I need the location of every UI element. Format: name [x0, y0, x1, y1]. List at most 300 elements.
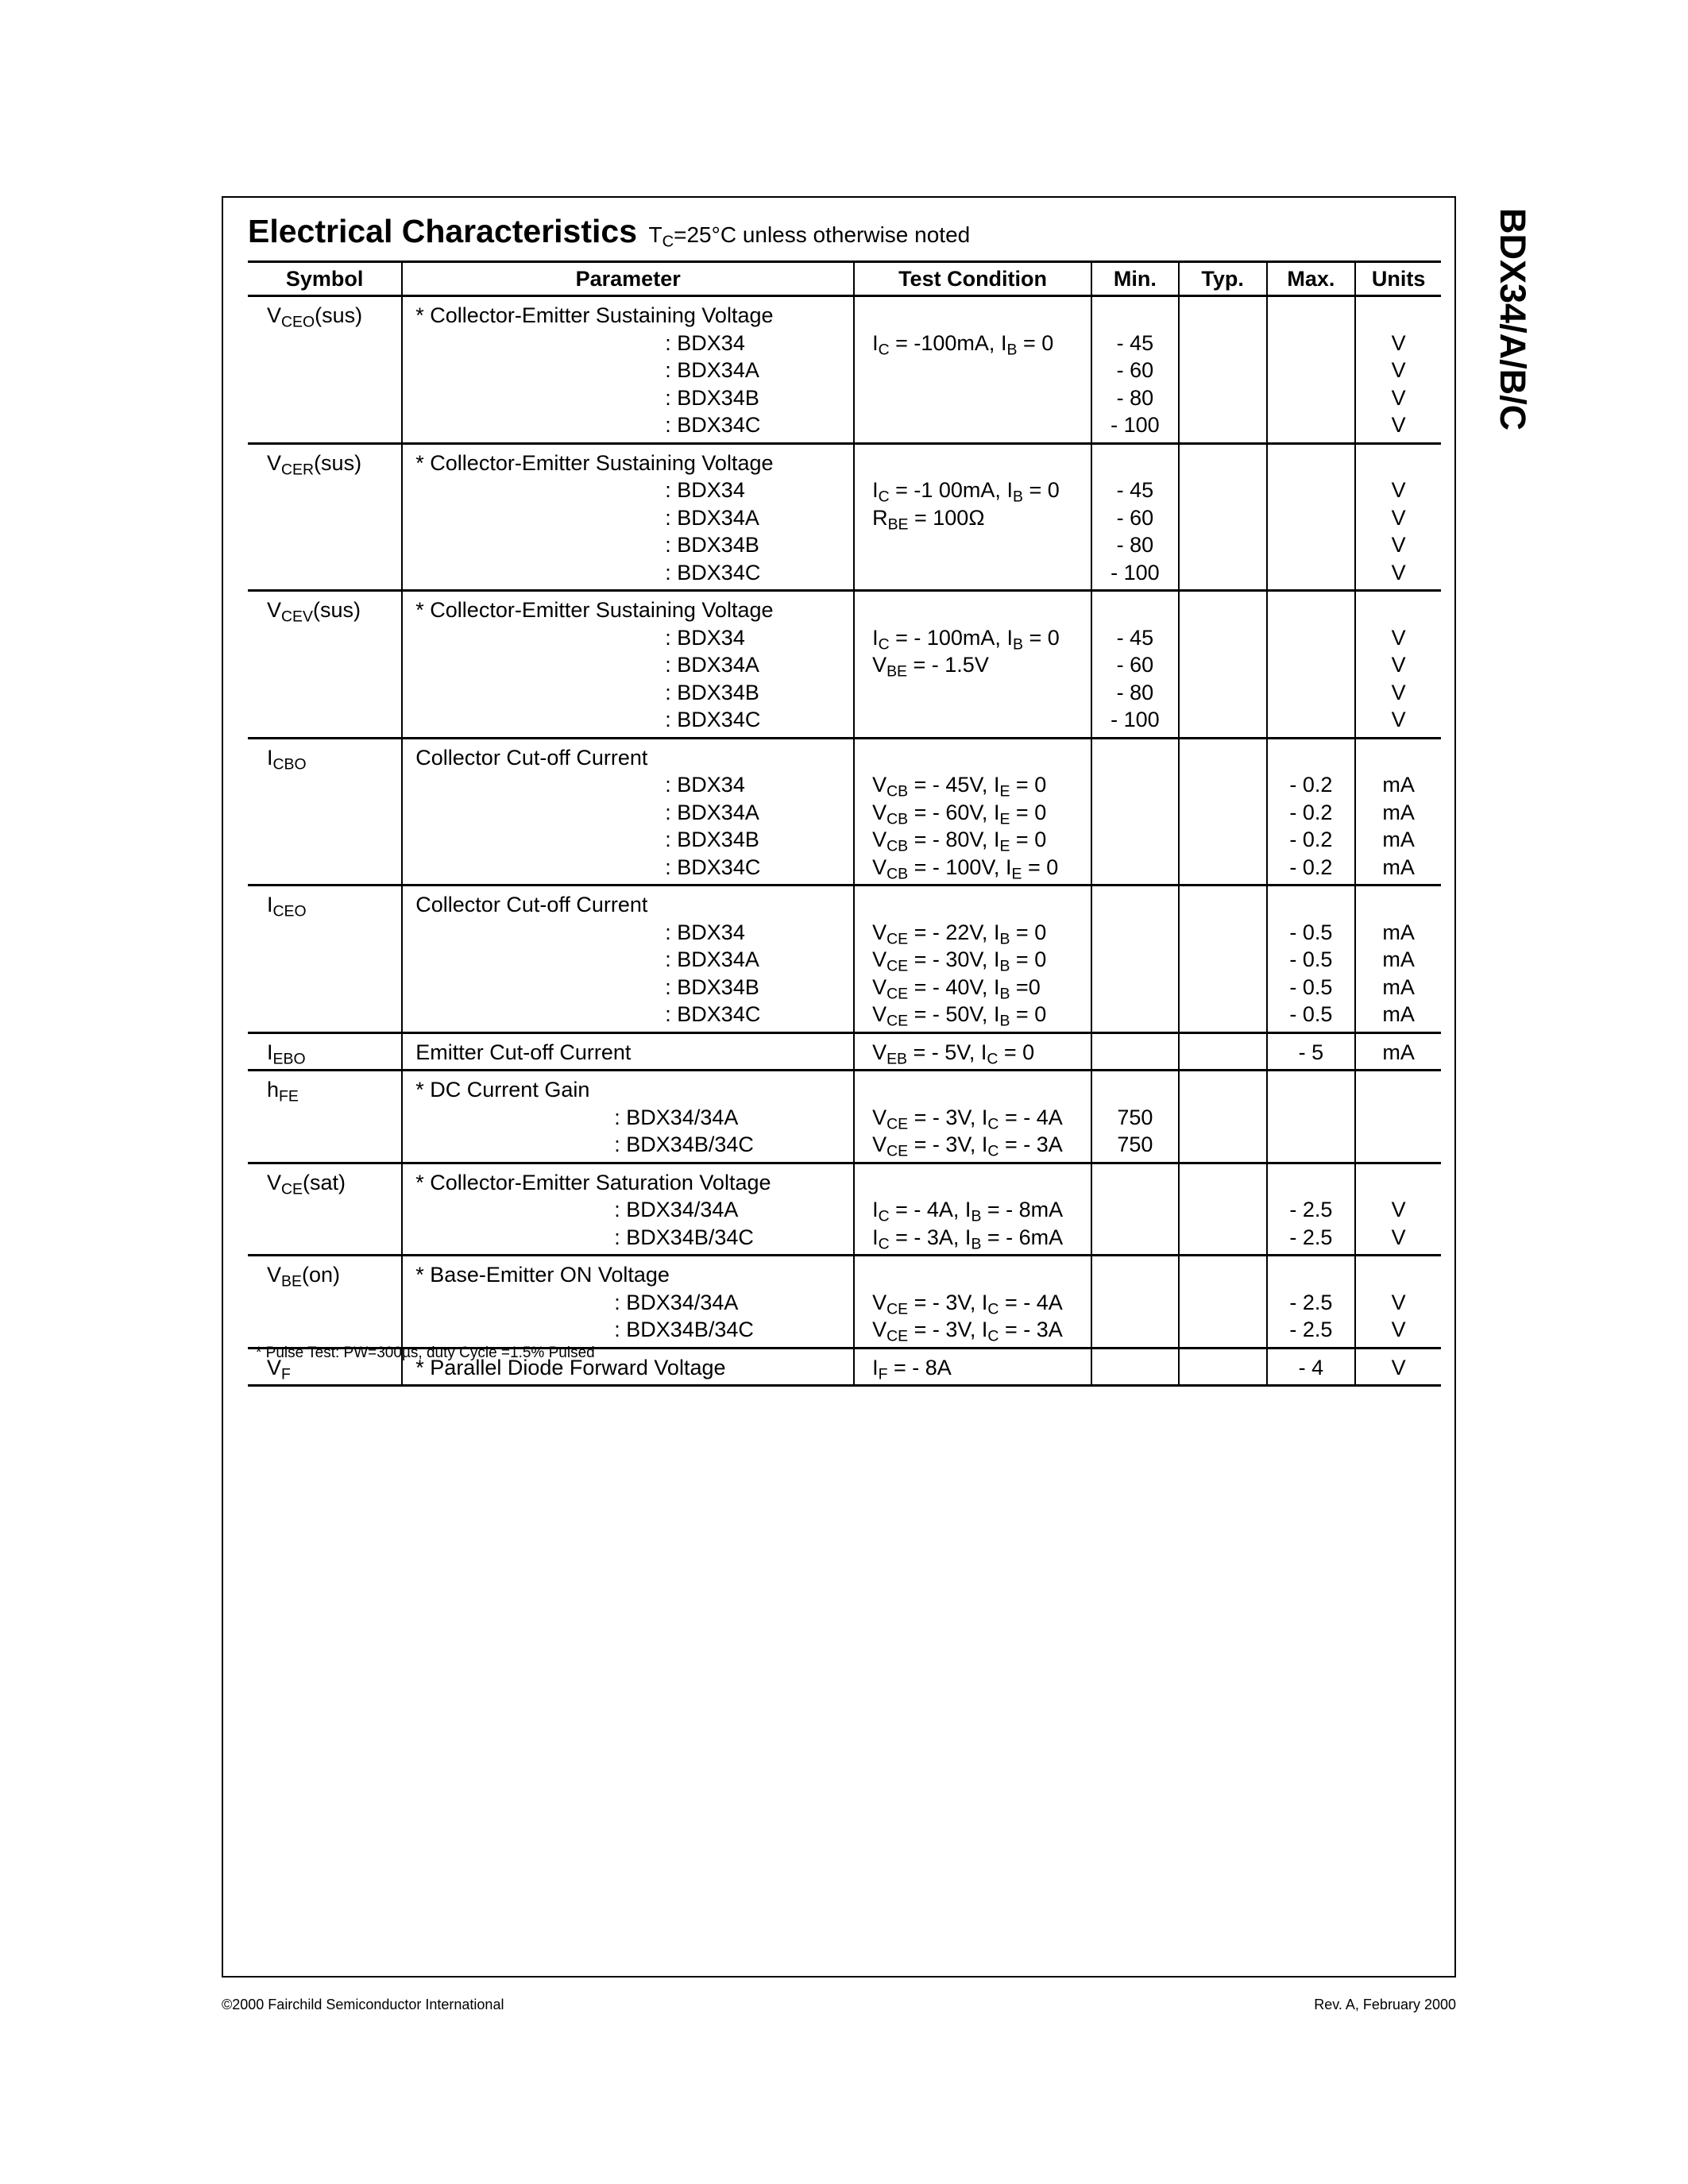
symbol-subscript: CER	[281, 460, 315, 478]
symbol	[248, 1261, 401, 1289]
parameter-cell	[402, 1071, 854, 1163]
test-condition-cell	[854, 1032, 1091, 1071]
min-value	[1092, 946, 1178, 974]
min-cell	[1091, 886, 1179, 1033]
condition-line	[855, 1104, 1091, 1132]
part-number: : BDX34	[665, 920, 745, 944]
condition-value: =0	[1010, 974, 1041, 999]
min-value	[1092, 919, 1178, 947]
min-cell	[1091, 443, 1179, 591]
min-value	[1092, 1196, 1178, 1224]
symbol-letter: V	[267, 1170, 282, 1194]
condition-line	[855, 1224, 1091, 1252]
unit-value	[1356, 1261, 1441, 1289]
condition-line	[855, 1039, 1091, 1067]
parameter-name: * Base-Emitter ON Voltage	[415, 1263, 670, 1287]
condition-subscript: B	[999, 957, 1010, 975]
condition-variable: I	[1005, 855, 1012, 879]
min-value	[1092, 826, 1178, 854]
condition-value: = - 3V,	[908, 1133, 982, 1156]
condition-variable: I	[993, 920, 1000, 944]
part-number: : BDX34B/34C	[614, 1133, 754, 1156]
unit-value: mA	[1382, 828, 1415, 851]
min-value	[1092, 1261, 1178, 1289]
min-value	[1092, 974, 1178, 1001]
symbol-letter: I	[267, 1040, 273, 1064]
condition-value: = - 100V,	[908, 855, 1006, 879]
condition-value: = 0	[1010, 1002, 1047, 1026]
test-condition-cell	[854, 1071, 1091, 1163]
min-value: - 80	[1116, 385, 1154, 410]
min-value	[1092, 596, 1178, 624]
condition-line	[855, 826, 1091, 854]
max-value	[1268, 330, 1355, 357]
max-value	[1268, 1169, 1355, 1197]
symbol-subscript: BE	[281, 1272, 302, 1291]
typ-value	[1180, 679, 1266, 707]
part-number: : BDX34	[665, 625, 745, 650]
unit-value: V	[1391, 708, 1406, 731]
condition-variable: V	[872, 1105, 887, 1129]
pulse-test-footnote: * Pulse Test: PW=300µs, duty Cycle =1.5% Pulsed	[256, 1345, 595, 1361]
condition-line	[855, 357, 1091, 384]
parameter-cell	[402, 886, 854, 1033]
condition-value: = 0	[998, 1040, 1035, 1064]
condition-variable: I	[981, 1133, 988, 1156]
typ-cell	[1179, 443, 1267, 591]
condition-variable: I	[872, 330, 879, 355]
condition-subscript: C	[878, 1234, 890, 1252]
typ-value	[1180, 559, 1266, 587]
max-value	[1268, 891, 1355, 919]
symbol-cell	[248, 591, 402, 739]
condition-variable: I	[872, 625, 879, 650]
condition-subscript: C	[987, 1049, 999, 1067]
test-condition-cell	[854, 443, 1091, 591]
condition-variable: V	[872, 653, 887, 677]
symbol	[248, 302, 401, 330]
condition-value: = 0	[1022, 478, 1060, 502]
symbol	[248, 450, 401, 477]
symbol-letter: I	[267, 745, 273, 770]
condition-subscript: CE	[886, 1114, 909, 1133]
min-cell	[1091, 296, 1179, 444]
part-number: : BDX34A	[665, 653, 759, 677]
condition-value: = - 3V,	[908, 1105, 982, 1129]
parameter-name: * Collector-Emitter Sustaining Voltage	[415, 598, 774, 622]
max-value	[1268, 1131, 1355, 1159]
parameter-cell	[402, 296, 854, 444]
unit-value: mA	[1382, 920, 1415, 944]
typ-cell	[1179, 1032, 1267, 1071]
condition-variable: I	[981, 1290, 988, 1314]
max-value: - 0.2	[1289, 773, 1333, 797]
min-cell	[1091, 1163, 1179, 1256]
symbol-cell	[248, 886, 402, 1033]
max-cell	[1267, 591, 1356, 739]
unit-value: V	[1391, 1198, 1406, 1221]
condition-subscript: C	[878, 340, 890, 358]
unit-value: V	[1391, 680, 1406, 704]
condition-value: = 0	[1010, 947, 1047, 971]
unit-value: V	[1391, 505, 1406, 530]
typ-value	[1180, 891, 1266, 919]
min-value	[1092, 1289, 1178, 1317]
typ-value	[1180, 384, 1266, 412]
table-row	[248, 296, 1441, 444]
condition-line	[855, 450, 1091, 477]
typ-value	[1180, 1039, 1266, 1067]
condition-line	[855, 624, 1091, 652]
condition-subscript: BE	[886, 662, 908, 681]
max-value: - 5	[1298, 1040, 1324, 1064]
condition-value: = -100mA,	[889, 330, 1001, 355]
condition-variable: I	[964, 1198, 971, 1221]
max-cell	[1267, 738, 1356, 886]
unit-value: V	[1391, 533, 1406, 557]
min-value	[1092, 1169, 1178, 1197]
min-value: - 60	[1116, 653, 1154, 677]
unit-value: mA	[1382, 1040, 1415, 1064]
part-number: : BDX34	[665, 773, 745, 797]
table-header-row	[248, 262, 1441, 296]
condition-line	[855, 477, 1091, 504]
max-value	[1268, 1261, 1355, 1289]
typ-cell	[1179, 1256, 1267, 1349]
condition-subscript: C	[987, 1142, 999, 1160]
condition-subscript: E	[1011, 864, 1022, 882]
unit-value	[1356, 1169, 1441, 1197]
unit-value	[1356, 450, 1441, 477]
unit-value: V	[1391, 1290, 1406, 1314]
condition-subscript: B	[971, 1207, 982, 1225]
units-cell	[1355, 1348, 1441, 1386]
parameter-cell	[402, 443, 854, 591]
condition-value: = - 6mA	[981, 1225, 1064, 1249]
typ-value	[1180, 330, 1266, 357]
max-value	[1268, 559, 1355, 587]
test-condition-cell	[854, 296, 1091, 444]
unit-value: mA	[1382, 800, 1415, 824]
typ-cell	[1179, 738, 1267, 886]
typ-value	[1180, 1104, 1266, 1132]
unit-value: V	[1391, 385, 1406, 410]
symbol	[248, 1169, 401, 1197]
symbol-suffix: (sat)	[303, 1170, 346, 1194]
symbol-suffix: (sus)	[315, 303, 363, 327]
column-header: Test Condition	[854, 262, 1091, 296]
revision-footer: Rev. A, February 2000	[1314, 1997, 1456, 2012]
table-row	[248, 1256, 1441, 1349]
unit-value: mA	[1382, 1002, 1415, 1026]
part-number-side-title: BDX34/A/B/C	[1493, 208, 1533, 431]
electrical-characteristics-table	[248, 260, 1441, 1387]
min-value: - 100	[1111, 708, 1160, 731]
parameter-name: Collector Cut-off Current	[415, 745, 648, 770]
min-value	[1092, 1039, 1178, 1067]
min-value	[1092, 744, 1178, 772]
condition-subscript: CB	[886, 809, 909, 828]
symbol-subscript: CEO	[272, 902, 307, 920]
symbol-letter: V	[267, 303, 282, 327]
condition-line	[855, 596, 1091, 624]
column-header: Symbol	[248, 262, 402, 296]
parameter-cell	[402, 591, 854, 739]
condition-variable: V	[872, 1318, 887, 1341]
part-number: : BDX34	[665, 330, 745, 355]
units-cell	[1355, 443, 1441, 591]
condition-line	[855, 330, 1091, 357]
units-cell	[1355, 1256, 1441, 1349]
parameter-name: * Collector-Emitter Sustaining Voltage	[415, 303, 774, 327]
symbol-subscript: CEO	[281, 313, 315, 331]
condition-value: = - 5V,	[907, 1040, 981, 1064]
typ-cell	[1179, 591, 1267, 739]
condition-subscript: C	[878, 635, 890, 653]
condition-variable: V	[872, 1133, 887, 1156]
min-value	[1092, 771, 1178, 799]
max-value	[1268, 596, 1355, 624]
condition-subscript: CB	[886, 782, 909, 801]
test-condition-cell	[854, 1163, 1091, 1256]
max-value: - 2.5	[1289, 1290, 1333, 1314]
typ-value	[1180, 651, 1266, 679]
condition-line	[855, 891, 1091, 919]
min-cell	[1091, 591, 1179, 739]
symbol-suffix: (sus)	[314, 450, 362, 475]
typ-value	[1180, 624, 1266, 652]
max-value: - 2.5	[1289, 1225, 1333, 1249]
unit-value: V	[1391, 478, 1406, 502]
typ-value	[1180, 974, 1266, 1001]
max-value: - 0.5	[1289, 974, 1333, 999]
section-note: $T_C=25^\circ C$ unless otherwise noted	[648, 222, 971, 251]
max-cell	[1267, 1163, 1356, 1256]
condition-value: = - 3A	[999, 1133, 1063, 1156]
max-value	[1268, 384, 1355, 412]
symbol-subscript: F	[281, 1364, 291, 1383]
condition-value: = - 22V,	[908, 920, 994, 944]
symbol-cell	[248, 1032, 402, 1071]
condition-variable: I	[1006, 625, 1013, 650]
typ-value	[1180, 1289, 1266, 1317]
symbol-cell	[248, 1163, 402, 1256]
symbol-cell	[248, 296, 402, 444]
condition-line	[855, 1289, 1091, 1317]
condition-value: = - 40V,	[908, 974, 994, 999]
parameter-name: * Parallel Diode Forward Voltage	[415, 1355, 726, 1379]
condition-variable: V	[872, 974, 887, 999]
condition-variable: I	[872, 1198, 879, 1221]
condition-value: = 0	[1010, 920, 1047, 944]
condition-value: = 0	[1010, 828, 1047, 851]
parameter-name: Emitter Cut-off Current	[415, 1040, 632, 1064]
min-cell	[1091, 1071, 1179, 1163]
unit-value: mA	[1382, 947, 1415, 971]
condition-variable: I	[872, 1225, 879, 1249]
condition-variable: V	[872, 828, 887, 851]
typ-value	[1180, 450, 1266, 477]
test-condition-cell	[854, 886, 1091, 1033]
condition-subscript: CE	[886, 929, 909, 947]
table-row	[248, 1071, 1441, 1163]
typ-value	[1180, 596, 1266, 624]
condition-value: = - 3A,	[889, 1225, 965, 1249]
typ-value	[1180, 744, 1266, 772]
condition-line	[855, 679, 1091, 707]
condition-value: = - 4A	[999, 1290, 1063, 1314]
part-number: : BDX34B	[665, 828, 759, 851]
condition-variable: V	[872, 800, 887, 824]
part-number: : BDX34C	[665, 413, 761, 437]
typ-value	[1180, 411, 1266, 439]
symbol-cell	[248, 1256, 402, 1349]
min-value: - 100	[1111, 560, 1160, 585]
max-value	[1268, 302, 1355, 330]
parameter-cell	[402, 738, 854, 886]
min-value: - 45	[1116, 330, 1154, 355]
min-value	[1092, 1076, 1178, 1104]
table-row	[248, 1163, 1441, 1256]
typ-cell	[1179, 886, 1267, 1033]
part-number: : BDX34B/34C	[614, 1225, 754, 1249]
condition-subscript: EB	[886, 1049, 908, 1067]
unit-value: V	[1391, 625, 1406, 650]
condition-subscript: B	[971, 1234, 982, 1252]
condition-value: = - 30V,	[908, 947, 994, 971]
condition-variable: V	[872, 773, 887, 797]
table-body	[248, 296, 1441, 1386]
part-number: : BDX34B	[665, 680, 759, 704]
typ-cell	[1179, 1348, 1267, 1386]
unit-value: V	[1391, 1225, 1406, 1249]
symbol	[248, 596, 401, 624]
table-row	[248, 886, 1441, 1033]
condition-line	[855, 559, 1091, 587]
typ-value	[1180, 477, 1266, 504]
symbol-subscript: EBO	[272, 1049, 306, 1067]
min-value: - 60	[1116, 505, 1154, 530]
symbol-suffix: (on)	[301, 1263, 340, 1287]
condition-line	[855, 384, 1091, 412]
condition-line	[855, 1131, 1091, 1159]
test-condition-cell	[854, 738, 1091, 886]
max-value	[1268, 411, 1355, 439]
min-value: - 80	[1116, 533, 1154, 557]
typ-value	[1180, 531, 1266, 559]
unit-value	[1356, 1104, 1441, 1132]
condition-subscript: CE	[886, 1012, 909, 1030]
condition-subscript: F	[878, 1364, 888, 1383]
symbol-subscript: FE	[279, 1087, 299, 1106]
max-value	[1268, 477, 1355, 504]
condition-variable: V	[872, 1002, 887, 1026]
condition-subscript: BE	[887, 515, 909, 533]
condition-variable: I	[993, 773, 1000, 797]
condition-value: = -1 00mA,	[889, 478, 1007, 502]
unit-value: mA	[1382, 855, 1415, 879]
max-cell	[1267, 1348, 1356, 1386]
condition-variable: I	[1006, 478, 1013, 502]
condition-value: = - 100mA,	[889, 625, 1007, 650]
condition-value: = 100Ω	[908, 505, 985, 530]
condition-line	[855, 531, 1091, 559]
part-number: : BDX34A	[665, 800, 759, 824]
part-number: : BDX34B	[665, 385, 759, 410]
condition-subscript: CE	[886, 1299, 909, 1318]
condition-value: = - 1.5V	[907, 653, 989, 677]
typ-value	[1180, 302, 1266, 330]
typ-value	[1180, 1224, 1266, 1252]
column-header: Max.	[1267, 262, 1356, 296]
symbol	[248, 1076, 401, 1104]
symbol	[248, 891, 401, 919]
unit-value	[1356, 596, 1441, 624]
condition-value: = - 8mA	[981, 1198, 1064, 1221]
typ-value	[1180, 1169, 1266, 1197]
min-value	[1092, 1316, 1178, 1344]
condition-subscript: B	[1006, 340, 1018, 358]
table-row	[248, 443, 1441, 591]
unit-value: mA	[1382, 974, 1415, 999]
symbol-subscript: CE	[281, 1179, 303, 1198]
parameter-cell	[402, 1032, 854, 1071]
condition-line	[855, 946, 1091, 974]
condition-line	[855, 1316, 1091, 1344]
unit-value	[1356, 744, 1441, 772]
part-number: : BDX34A	[665, 358, 759, 382]
part-number: : BDX34A	[665, 505, 759, 530]
part-number: : BDX34C	[665, 1002, 761, 1026]
symbol-cell	[248, 738, 402, 886]
section-title: Electrical Characteristics	[248, 213, 637, 249]
unit-value: V	[1391, 1318, 1406, 1341]
condition-line	[855, 411, 1091, 439]
condition-variable: I	[872, 478, 879, 502]
symbol-letter: V	[267, 450, 282, 475]
condition-subscript: C	[878, 488, 890, 506]
condition-variable: V	[872, 1040, 887, 1064]
min-value	[1092, 450, 1178, 477]
max-value: - 0.2	[1289, 855, 1333, 879]
typ-value	[1180, 1316, 1266, 1344]
parameter-name: Collector Cut-off Current	[415, 893, 648, 916]
unit-value: V	[1391, 330, 1406, 355]
symbol	[248, 1039, 401, 1067]
condition-value: = - 8A	[887, 1355, 952, 1379]
max-value	[1268, 1104, 1355, 1132]
min-value	[1092, 799, 1178, 827]
condition-line	[855, 1076, 1091, 1104]
typ-value	[1180, 1076, 1266, 1104]
unit-value: V	[1391, 560, 1406, 585]
typ-value	[1180, 946, 1266, 974]
symbol-letter: V	[267, 1263, 282, 1287]
unit-value	[1356, 891, 1441, 919]
max-value: - 0.5	[1289, 1002, 1333, 1026]
max-cell	[1267, 1071, 1356, 1163]
max-value: - 2.5	[1289, 1198, 1333, 1221]
part-number: : BDX34	[665, 478, 745, 502]
max-cell	[1267, 1032, 1356, 1071]
condition-variable: I	[993, 947, 1000, 971]
condition-subscript: B	[999, 929, 1010, 947]
part-number: : BDX34B	[665, 533, 759, 557]
max-value	[1268, 624, 1355, 652]
column-header: Min.	[1091, 262, 1179, 296]
parameter-cell	[402, 1256, 854, 1349]
unit-value: V	[1391, 1355, 1406, 1379]
